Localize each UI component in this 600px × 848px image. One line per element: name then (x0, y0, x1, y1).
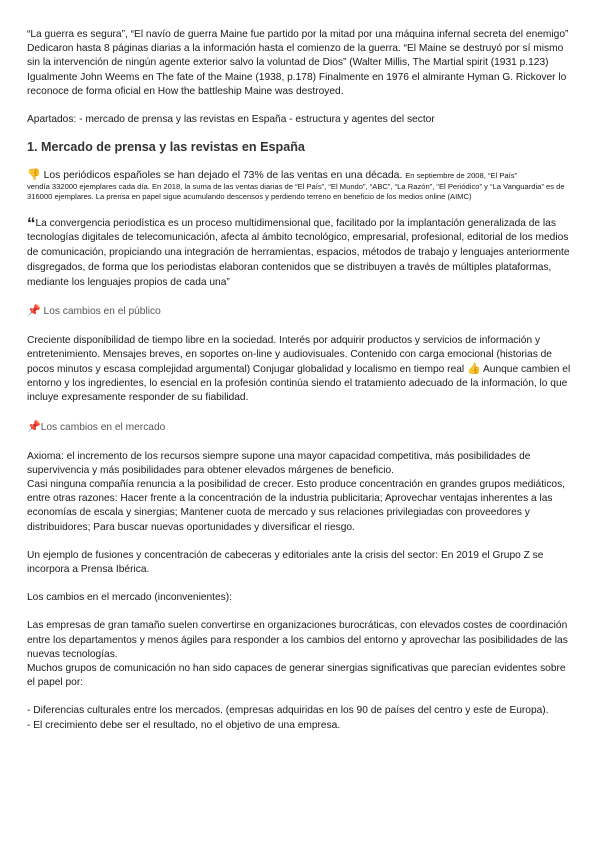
pushpin-icon: 📌 (27, 420, 41, 433)
empresas-paragraph: Las empresas de gran tamaño suelen convertirse en organizaciones burocráticas, con elevados costes de coordinación entre los departamentos y menos ágiles para responder a los cambios del entorno y aprovechar las posibilidades de las nuevas tecnologías. (27, 620, 568, 660)
stat-detail: vendía 332000 ejemplares cada día. En 2018, la suma de las ventas diarias de “El País”, “El Mundo”, “ABC”, “La Razón”, “El Periódico” y “La Vanguardia” es de 316000 ejemplares. La prensa en papel sigue acumulando descensos y perdiendo terreno en beneficio de los medios online (AIMC) (27, 182, 565, 202)
list-item: - Diferencias culturales entre los mercados. (empresas adquiridas en los 90 de países del centro y este de Europa). (27, 705, 549, 717)
subsection-title-publico: 📌 Los cambios en el público (27, 304, 161, 317)
ejemplo-paragraph: Un ejemplo de fusiones y concentración de cabeceras y editoriales ante la crisis del sector: En 2019 el Grupo Z se incorpora a Prensa Ibérica. (27, 549, 544, 576)
thumbs-up-icon: 👍 (467, 363, 481, 376)
concentracion-paragraph: Casi ninguna compañía renuncia a la posibilidad de crecer. Esto produce concentración en grandes grupos mediáticos, entre otras razones: Hacer frente a la concentración de la industria publicitaria; Aprovechar ventajas inherentes a las economías de escala y sinergias; Mantener cuota de mercado y sus relaciones privilegiadas con proveedores y distribuidores; Para buscar nuevas oportunidades y diversificar el riesgo. (27, 479, 566, 533)
thumbs-down-icon: 👎 (27, 169, 41, 182)
axioma-paragraph: Axioma: el incremento de los recursos siempre supone una mayor capacidad competitiva, más posibilidades de supervivencia y más posibilidades para obtener elevados márgenes de beneficio. (27, 450, 531, 476)
muchos-paragraph: Muchos grupos de comunicación no han sido capaces de generar sinergias significativas que parecían evidentes sobre el papel por: (27, 663, 566, 689)
section-title-mercado-prensa: 1. Mercado de prensa y las revistas en España (27, 140, 305, 155)
intro-quote: “La guerra es segura”, “El navío de guerra Maine fue partido por la mitad por una máquina infernal secreta del enemigo” (27, 29, 569, 40)
intro-paragraph: Dedicaron hasta 8 páginas diarias a la información hasta el comienzo de la guerra. “El Maine se destruyó por sí mismo sin la intervención de ningún agente exterior salvo la voluntad de Dios” (Walter Millis, The Martial spirit (1931 p.123) Igualmente John Weems en The fate of the Maine (1938, p.178) Finalmente en 1976 el almirante Hyman G. Rickover lo reconoce de forma oficial en How the battleship Maine was destroyed. (27, 43, 567, 97)
inconvenientes-title: Los cambios en el mercado (inconvenientes): (27, 592, 232, 604)
convergence-quote (27, 213, 574, 291)
apartados-line: Apartados: - mercado de prensa y las revistas en España - estructura y agentes del sector (27, 114, 435, 126)
publico-paragraph: Creciente disponibilidad de tiempo libre en la sociedad. Interés por adquirir productos y servicios de información y entretenimiento. Mensajes breves, en soportes on-line y audiovisuales. Contenido con carga emocional (historias de pocos minutos y escasa complejidad argumental) Conjugar globalidad y localismo en tiempo real 👍 Aunque cambien el entorno y los ingredientes, lo esencial en la profesión continúa siendo el tratamiento adecuado de la información, lo que incluye expresamente responder de su fiabilidad. (27, 334, 571, 404)
subsection-title-mercado: 📌Los cambios en el mercado (27, 420, 166, 433)
stat-main: Los periódicos españoles se han dejado el 73% de las ventas en una década. (43, 170, 403, 182)
stat-block (27, 169, 574, 202)
pushpin-icon: 📌 (27, 304, 41, 317)
quote-mark-icon: “ (27, 213, 36, 233)
convergence-quote-text: La convergencia periodística es un proceso multidimensional que, facilitado por la implantación generalizada de las tecnologías digitales de telecomunicación, afecta al ámbito tecnológico, empresarial, profesional, editorial de los medios de comunicación, propiciando una integración de herramientas, espacios, métodos de trabajo y lenguajes anteriormente disgregados, de forma que los periodistas elaboran contenidos que se distribuyen a través de múltiples plataformas, mediante los lenguajes propios de cada una” (27, 217, 570, 288)
list-item: - El crecimiento debe ser el resultado, no el objetivo de una empresa. (27, 719, 341, 731)
stat-detail-start: En septiembre de 2008, “El País” (405, 171, 518, 181)
